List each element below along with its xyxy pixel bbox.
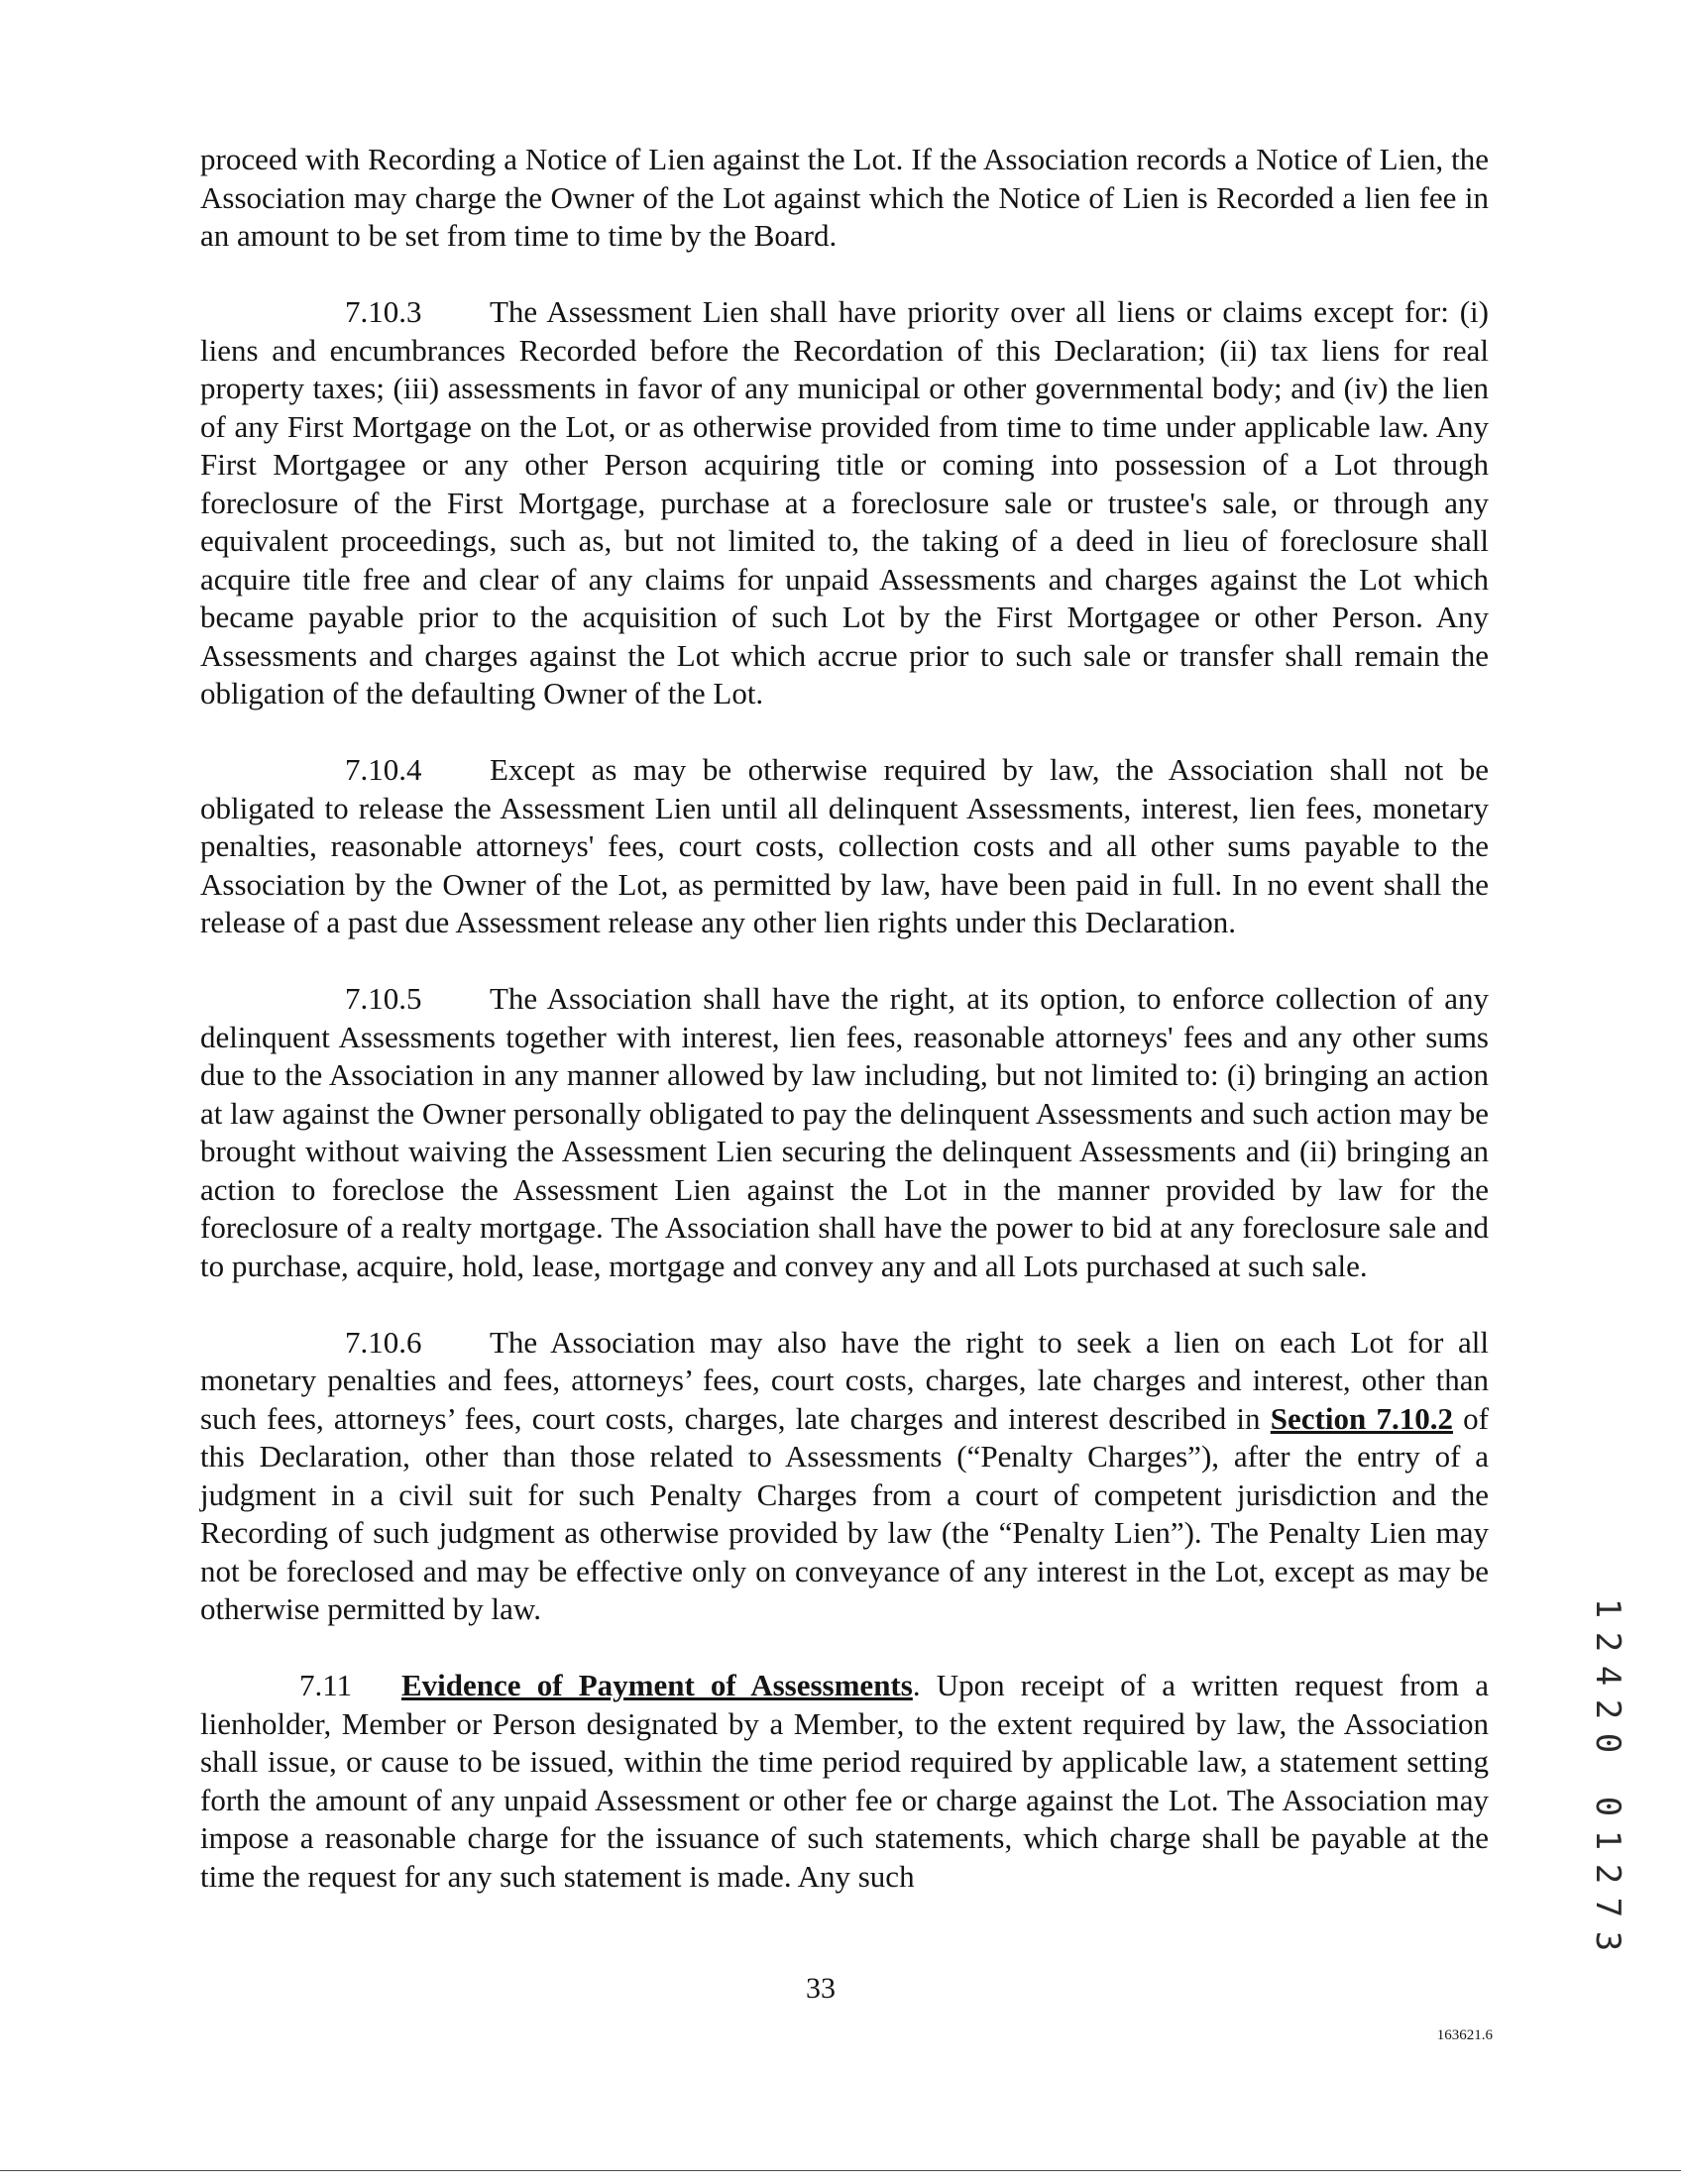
paragraph-7-10-4 — [200, 751, 1489, 942]
section-reference: Section 7.10.2 — [1270, 1400, 1453, 1436]
paragraph-text: The Association may also have the right to seek a lien on each Lot for all monetary penalties and fees, attorneys’ fees, court costs, charges, late charges and interest, other than such fees, attorneys’ fees, court costs, charges, late charges and interest described in — [200, 1324, 1489, 1436]
scan-edge-line — [0, 2170, 1681, 2171]
stamp-digit: 1 — [1588, 1829, 1627, 1851]
section-number: 7.10.5 — [345, 981, 422, 1016]
stamp-digit: 2 — [1588, 1698, 1627, 1720]
stamp-digit: 7 — [1588, 1897, 1627, 1918]
heading-period: . — [912, 1668, 921, 1702]
paragraph-text: The Assessment Lien shall have priority over all liens or claims except for: (i) liens and encumbrances Recorded before the Recordation of this Declaration; (ii) tax liens for real property taxes; (iii) assessments in favor of any municipal or other governmental body; and (iv) the lien of any First Mortgage on the Lot, or as otherwise provided from time to time under applicable law. Any First Mortgagee or any other Person acquiring title or coming into possession of a Lot through foreclosure of the First Mortgage, purchase at a foreclosure sale or trustee's sale, or through any equivalent proceedings, such as, but not limited to, the taking of a deed in lieu of foreclosure shall acquire title free and clear of any claims for unpaid Assessments and charges against the Lot which became payable prior to the acquisition of such Lot by the First Mortgagee or other Person. Any Assessments and charges against the Lot which accrue prior to such sale or transfer shall remain the obligation of the defaulting Owner of the Lot. — [200, 294, 1489, 710]
stamp-digit: 4 — [1588, 1665, 1627, 1687]
stamp-digit: 0 — [1588, 1732, 1627, 1754]
paragraph-text: Upon receipt of a written request from a lienholder, Member or Person designated by a Member, to the extent required by law, the Association shall issue, or cause to be issued, within the time period required by applicable law, a statement setting forth the amount of any unpaid Assessment or other fee or charge against the Lot. The Association may impose a reasonable charge for the issuance of such statements, which charge shall be payable at the time the request for any such statement is made. Any such — [200, 1668, 1489, 1894]
section-number: 7.11 — [299, 1668, 353, 1702]
stamp-digit: 0 — [1588, 1796, 1627, 1817]
stamp-digit: 2 — [1588, 1631, 1627, 1653]
stamp-digit: 2 — [1588, 1863, 1627, 1885]
stamp-digit: 3 — [1588, 1930, 1627, 1952]
section-number: 7.10.4 — [345, 752, 422, 787]
page-number: 33 — [806, 1972, 836, 2005]
section-number: 7.10.6 — [345, 1324, 422, 1360]
stamp-digit: 1 — [1588, 1597, 1627, 1619]
paragraph-7-10-6 — [200, 1324, 1489, 1629]
paragraph-7-10-3 — [200, 293, 1489, 713]
document-body — [200, 141, 1489, 1934]
paragraph-continuation — [200, 141, 1489, 256]
section-number: 7.10.3 — [345, 294, 422, 329]
paragraph-text: of this Declaration, other than those related to Assessments (“Penalty Charges”), after the entry of a judgment in a civil suit for such Penalty Charges from a court of competent jurisdiction and the Recording of such judgment as otherwise provided by law (the “Penalty Lien”). The Penalty Lien may not be foreclosed and may be effective only on conveyance of any interest in the Lot, except as may be otherwise permitted by law. — [200, 1400, 1490, 1626]
paragraph-text: proceed with Recording a Notice of Lien against the Lot. If the Association records a Notice of Lien, the Association may charge the Owner of the Lot against which the Notice of Lien is Recorded a lien fee in an amount to be set from time to time by the Board. — [200, 142, 1489, 253]
paragraph-7-10-5 — [200, 980, 1489, 1285]
recording-stamp — [1586, 1591, 1629, 1958]
section-heading: Evidence of Payment of Assessments — [401, 1668, 913, 1702]
paragraph-text: The Association shall have the right, at its option, to enforce collection of any delinquent Assessments together with interest, lien fees, reasonable attorneys' fees and any other sums due to the Association in any manner allowed by law including, but not limited to: (i) bringing an action at law against the Owner personally obligated to pay the delinquent Assessments and such action may be brought without waiving the Assessment Lien securing the delinquent Assessments and (ii) bringing an action to foreclose the Assessment Lien against the Lot in the manner provided by law for the foreclosure of a realty mortgage. The Association shall have the power to bid at any foreclosure sale and to purchase, acquire, hold, lease, mortgage and convey any and all Lots purchased at such sale. — [200, 981, 1489, 1283]
paragraph-7-11 — [200, 1667, 1489, 1896]
document-id: 163621.6 — [1436, 2027, 1493, 2043]
paragraph-text: Except as may be otherwise required by law, the Association shall not be obligated to release the Assessment Lien until all delinquent Assessments, interest, lien fees, monetary penalties, reasonable attorneys' fees, court costs, collection costs and all other sums payable to the Association by the Owner of the Lot, as permitted by law, have been paid in full. In no event shall the release of a past due Assessment release any other lien rights under this Declaration. — [200, 752, 1489, 939]
